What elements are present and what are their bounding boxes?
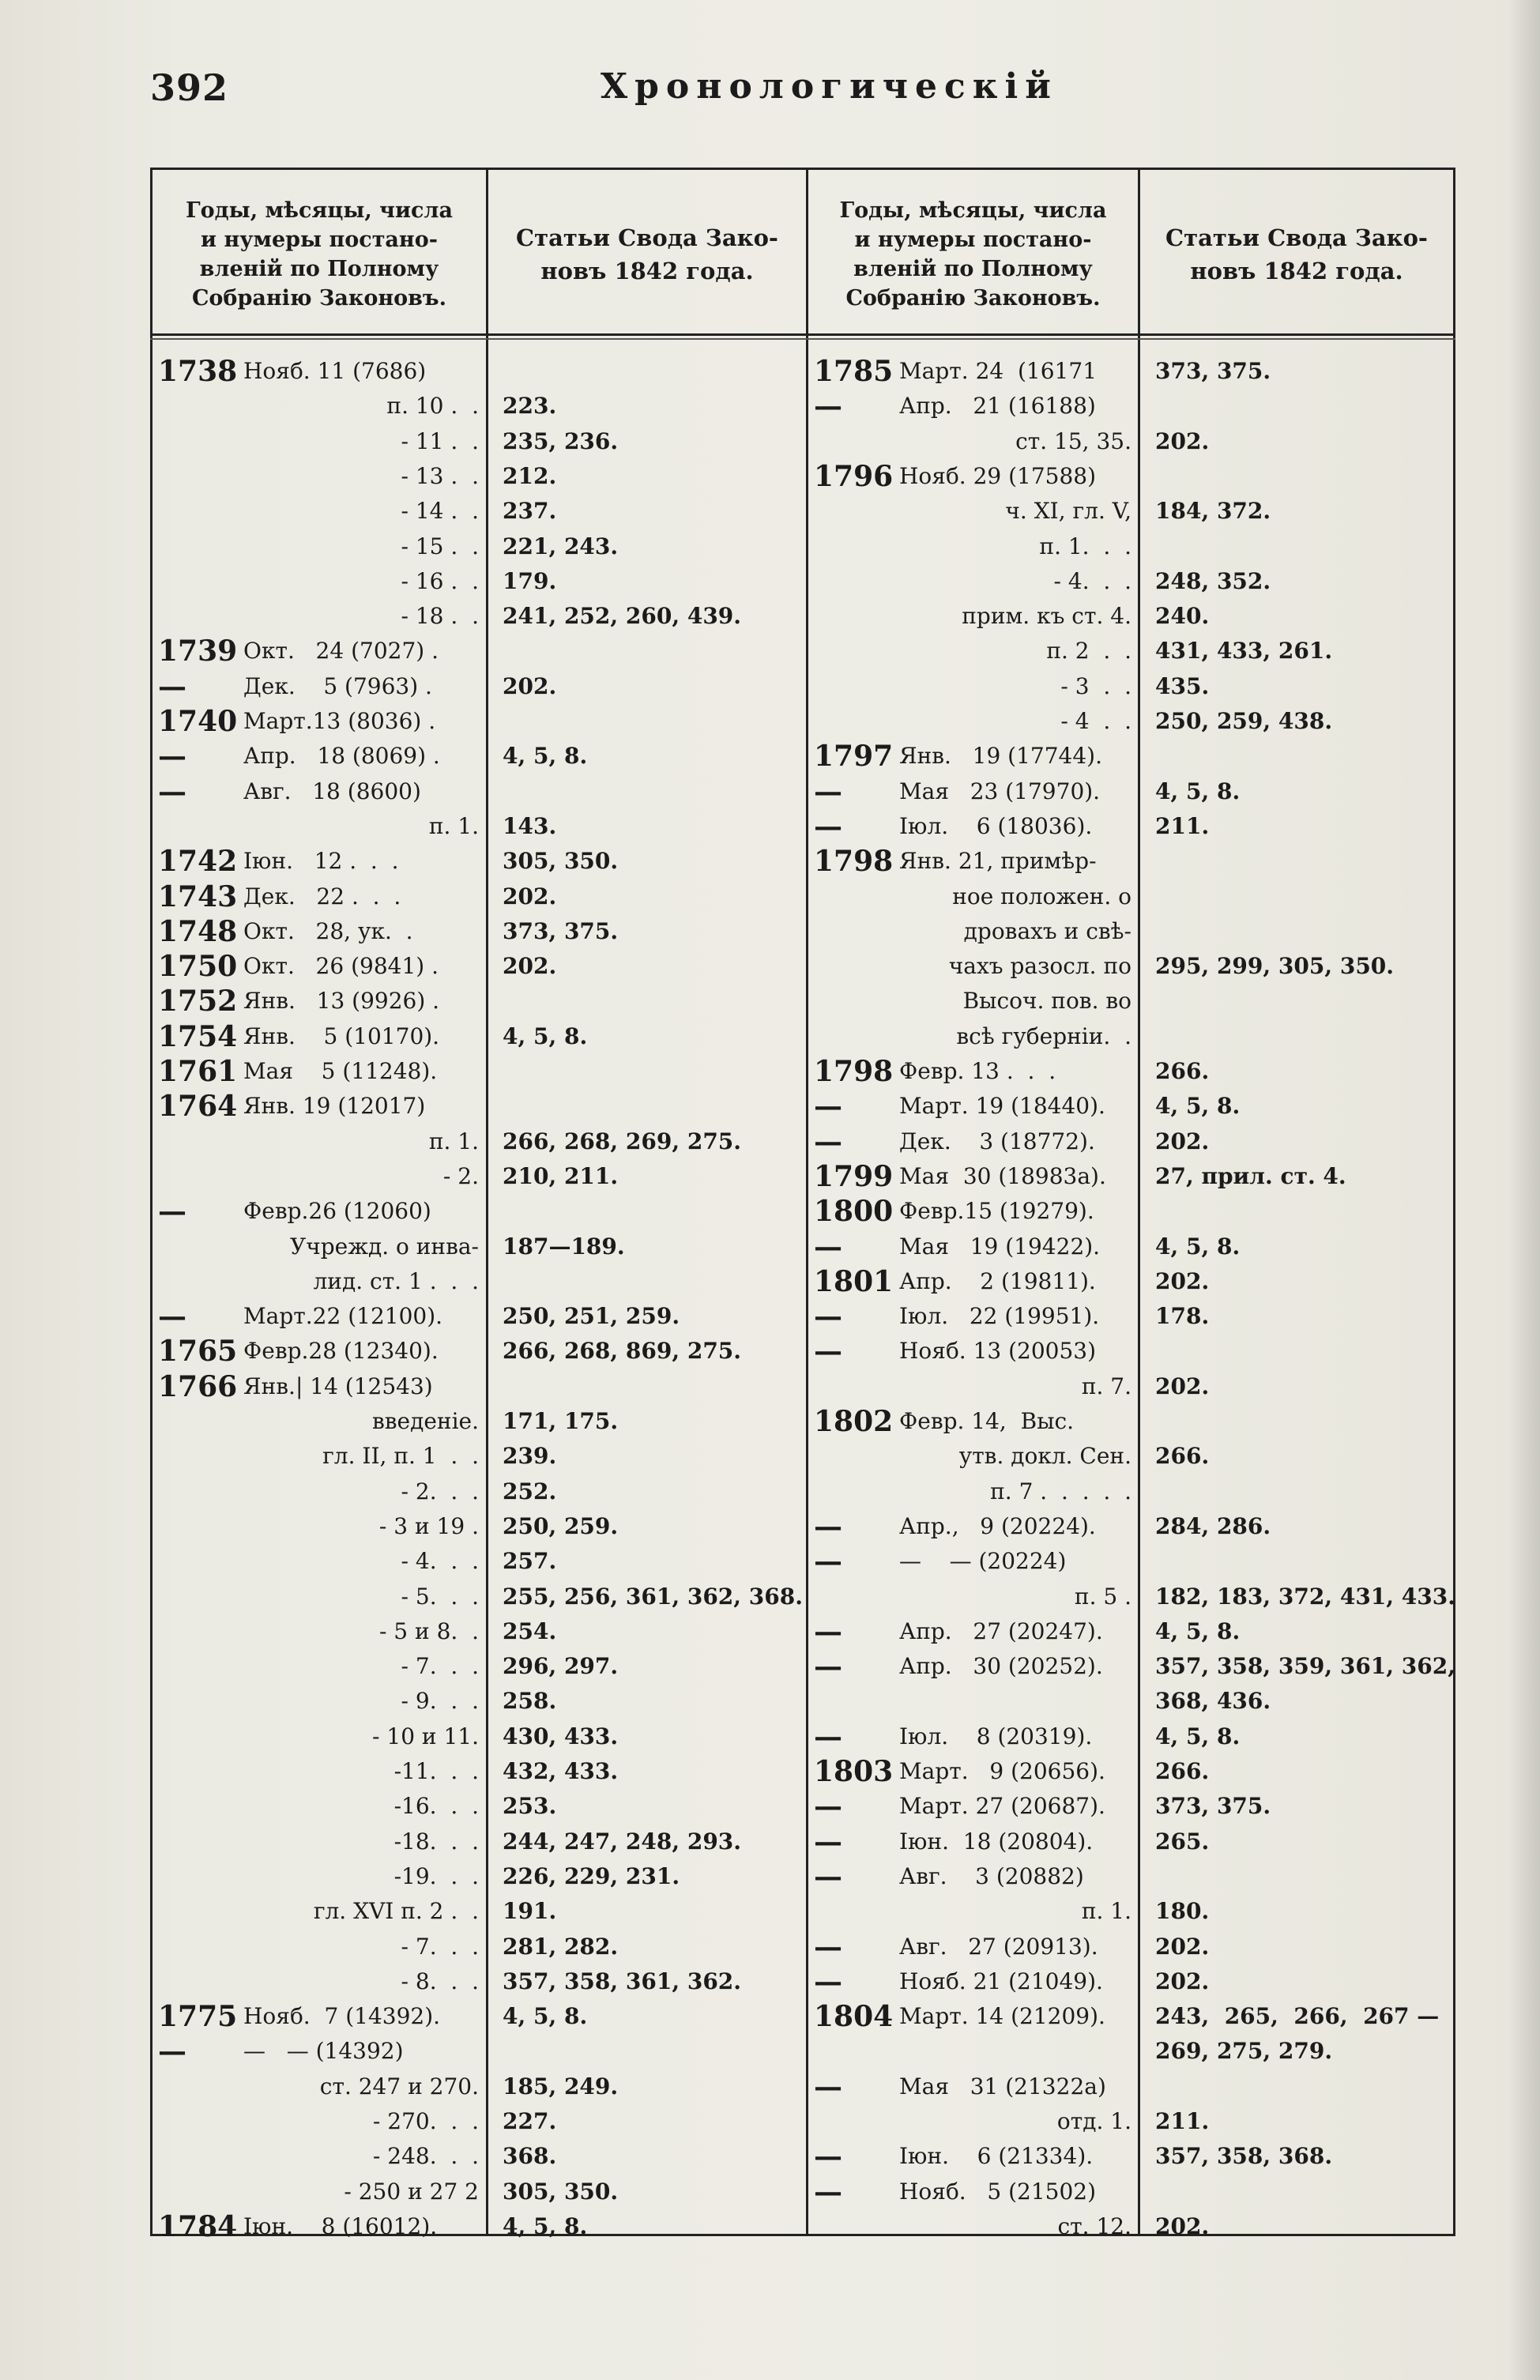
article-cell: 430, 433. bbox=[503, 1723, 619, 1749]
article-cell: 202. bbox=[1155, 1933, 1210, 1960]
article-cell: 178. bbox=[1155, 1303, 1210, 1330]
citation-cell: п. 2 . . bbox=[1046, 638, 1131, 665]
citation-cell: лид. ст. 1 . . . bbox=[313, 1267, 479, 1294]
citation-cell: прим. къ ст. 4. bbox=[962, 603, 1131, 630]
article-cell: 202. bbox=[1155, 1128, 1210, 1154]
citation-cell: Февр.26 (12060) bbox=[243, 1198, 431, 1225]
article-cell: 4, 5, 8. bbox=[503, 2212, 588, 2239]
citation-cell: Высоч. пов. во bbox=[962, 988, 1131, 1015]
citation-cell: - 2. . . bbox=[401, 1478, 479, 1504]
year-cell: — bbox=[814, 1964, 842, 1998]
citation-cell: -11. . . bbox=[393, 1758, 479, 1784]
citation-cell: ч. XI, гл. V, bbox=[1005, 498, 1131, 525]
article-cell: 202. bbox=[1155, 1373, 1210, 1399]
article-cell: 4, 5, 8. bbox=[1155, 1617, 1241, 1644]
citation-cell: Нояб. 7 (14392). bbox=[243, 2003, 441, 2030]
article-cell: 241, 252, 260, 439. bbox=[503, 603, 742, 630]
citation-cell: Авг. 27 (20913). bbox=[899, 1933, 1098, 1960]
article-cell: 243, 265, 266, 267 — bbox=[1155, 2003, 1440, 2030]
citation-cell: - 8. . . bbox=[401, 1968, 479, 1994]
citation-cell: Февр.28 (12340). bbox=[243, 1338, 439, 1365]
year-cell: — bbox=[158, 2035, 186, 2069]
year-cell: — bbox=[814, 1825, 842, 1858]
article-cell: 252. bbox=[503, 1478, 557, 1504]
citation-cell: Февр. 14, Выс. bbox=[899, 1408, 1075, 1434]
citation-cell: Апр. 2 (19811). bbox=[899, 1267, 1096, 1294]
year-cell: 1752 bbox=[158, 985, 238, 1019]
year-cell: — bbox=[814, 1545, 842, 1579]
year-cell: 1742 bbox=[158, 845, 238, 879]
year-cell: — bbox=[814, 1719, 842, 1753]
citation-cell: Мая 31 (21322а) bbox=[899, 2073, 1106, 2099]
citation-cell: - 14 . . bbox=[401, 498, 479, 525]
citation-cell: Февр. 13 . . . bbox=[899, 1058, 1056, 1084]
article-cell: 202. bbox=[1155, 1968, 1210, 1994]
year-cell: 1754 bbox=[158, 1019, 238, 1053]
citation-cell: - 18 . . bbox=[401, 603, 479, 630]
article-cell: 179. bbox=[503, 567, 557, 594]
page-edge-shadow bbox=[1508, 0, 1540, 2380]
year-cell: 1800 bbox=[814, 1195, 894, 1229]
article-cell: 432, 433. bbox=[503, 1758, 619, 1784]
citation-cell: п. 1. . . bbox=[1039, 533, 1131, 559]
article-cell: 182, 183, 372, 431, 433. bbox=[1155, 1583, 1455, 1610]
citation-cell: Янв. 5 (10170). bbox=[243, 1022, 440, 1049]
citation-cell: - 4. . . bbox=[1053, 567, 1131, 594]
citation-cell: Дек. 3 (18772). bbox=[899, 1128, 1095, 1154]
citation-cell: Апр. 21 (16188) bbox=[899, 393, 1096, 420]
article-cell: 4, 5, 8. bbox=[1155, 1233, 1241, 1260]
citation-cell: чахъ разосл. по bbox=[948, 953, 1131, 980]
citation-cell: — — (20224) bbox=[899, 1548, 1067, 1575]
year-cell: — bbox=[814, 809, 842, 843]
article-cell: 257. bbox=[503, 1548, 557, 1575]
article-cell: 227. bbox=[503, 2108, 557, 2134]
citation-cell: - 13 . . bbox=[401, 462, 479, 489]
citation-cell: Іюн. 6 (21334). bbox=[899, 2143, 1094, 2170]
article-cell: 202. bbox=[1155, 427, 1210, 454]
header-rule bbox=[150, 333, 1455, 336]
citation-cell: Учрежд. о инва- bbox=[289, 1233, 479, 1260]
citation-cell: Март. 14 (21209). bbox=[899, 2003, 1105, 2030]
article-cell: 4, 5, 8. bbox=[503, 2003, 588, 2030]
article-cell: 255, 256, 361, 362, 368. bbox=[503, 1583, 803, 1610]
page-number: 392 bbox=[150, 66, 229, 109]
running-head: Хронологическiй bbox=[601, 66, 1058, 107]
citation-cell: Іюн. 12 . . . bbox=[243, 848, 399, 875]
citation-cell: п. 7. bbox=[1081, 1373, 1131, 1399]
citation-cell: гл. II, п. 1 . . bbox=[322, 1443, 479, 1470]
citation-cell: - 3 и 19 . bbox=[378, 1512, 479, 1539]
column-header-dates-left: Годы, мѣсяцы, числа и нумеры постано- вленій по Полному Собранію Законовъ. bbox=[186, 198, 453, 311]
citation-cell: - 7. . . bbox=[401, 1653, 479, 1680]
article-cell: 357, 358, 361, 362. bbox=[503, 1968, 742, 1994]
citation-cell: п. 1. bbox=[1081, 1898, 1131, 1925]
citation-cell: введеніе. bbox=[372, 1408, 479, 1434]
article-cell: 368. bbox=[503, 2143, 557, 2170]
column-header-articles-right: Статьи Свода Зако- новъ 1842 года. bbox=[1165, 224, 1428, 284]
article-cell: 296, 297. bbox=[503, 1653, 619, 1680]
article-cell: 239. bbox=[503, 1443, 557, 1470]
year-cell: 1802 bbox=[814, 1405, 894, 1438]
year-cell: 1743 bbox=[158, 879, 238, 913]
year-cell: 1761 bbox=[158, 1055, 238, 1088]
article-cell: 212. bbox=[503, 462, 557, 489]
citation-cell: -16. . . bbox=[393, 1793, 479, 1820]
year-cell: 1740 bbox=[158, 705, 238, 738]
citation-cell: ст. 247 и 270. bbox=[319, 2073, 479, 2099]
citation-cell: Мая 5 (11248). bbox=[243, 1058, 438, 1084]
article-cell: 295, 299, 305, 350. bbox=[1155, 953, 1395, 980]
header-rule bbox=[150, 338, 1455, 340]
article-cell: 373, 375. bbox=[1155, 358, 1271, 384]
citation-cell: Мая 23 (17970). bbox=[899, 778, 1101, 804]
citation-cell: Апр. 30 (20252). bbox=[899, 1653, 1103, 1680]
article-cell: 210, 211. bbox=[503, 1162, 619, 1189]
year-cell: 1798 bbox=[814, 845, 894, 879]
article-cell: 211. bbox=[1155, 812, 1210, 839]
citation-cell: Март.22 (12100). bbox=[243, 1303, 443, 1330]
year-cell: 1748 bbox=[158, 914, 238, 948]
citation-cell: - 16 . . bbox=[401, 567, 479, 594]
article-cell: 244, 247, 248, 293. bbox=[503, 1828, 742, 1855]
citation-cell: Март.13 (8036) . bbox=[243, 708, 436, 734]
year-cell: 1804 bbox=[814, 2000, 894, 2034]
citation-cell: отд. 1. bbox=[1056, 2108, 1131, 2134]
citation-cell: Окт. 24 (7027) . bbox=[243, 638, 439, 665]
year-cell: — bbox=[158, 740, 186, 774]
year-cell: 1750 bbox=[158, 950, 238, 984]
citation-cell: п. 5 . bbox=[1074, 1583, 1131, 1610]
year-cell: 1785 bbox=[814, 355, 894, 388]
article-cell: 250, 259. bbox=[503, 1512, 619, 1539]
citation-cell: - 7. . . bbox=[401, 1933, 479, 1960]
citation-cell: -19. . . bbox=[393, 1862, 479, 1889]
article-cell: 235, 236. bbox=[503, 427, 619, 454]
citation-cell: Янв. 21, примѣр- bbox=[899, 848, 1097, 875]
citation-cell: Янв. 19 (12017) bbox=[243, 1093, 426, 1120]
article-cell: 4, 5, 8. bbox=[503, 1022, 588, 1049]
citation-cell: - 250 и 27 2 bbox=[344, 2178, 479, 2205]
year-cell: — bbox=[814, 2140, 842, 2174]
citation-cell: Нояб. 5 (21502) bbox=[899, 2178, 1097, 2205]
citation-cell: - 15 . . bbox=[401, 533, 479, 559]
citation-cell: - 2. bbox=[442, 1162, 479, 1189]
citation-cell: п. 7 . . . . . bbox=[990, 1478, 1131, 1504]
column-header-articles-left: Статьи Свода Зако- новъ 1842 года. bbox=[516, 224, 778, 284]
citation-cell: - 248. . . bbox=[372, 2143, 479, 2170]
citation-cell: Нояб. 11 (7686) bbox=[243, 358, 427, 384]
year-cell: — bbox=[814, 390, 842, 424]
article-cell: 266. bbox=[1155, 1443, 1210, 1470]
column-rule bbox=[1138, 168, 1140, 2236]
year-cell: — bbox=[814, 1650, 842, 1684]
article-cell: 305, 350. bbox=[503, 2178, 619, 2205]
article-cell: 4, 5, 8. bbox=[1155, 778, 1241, 804]
year-cell: 1739 bbox=[158, 635, 238, 668]
article-cell: 191. bbox=[503, 1898, 557, 1925]
citation-cell: - 4 . . bbox=[1060, 708, 1131, 734]
citation-cell: Март. 27 (20687). bbox=[899, 1793, 1105, 1820]
year-cell: 1798 bbox=[814, 1055, 894, 1088]
year-cell: 1766 bbox=[158, 1369, 238, 1403]
year-cell: 1801 bbox=[814, 1264, 894, 1298]
article-cell: 368, 436. bbox=[1155, 1688, 1271, 1715]
citation-cell: ное положен. о bbox=[952, 883, 1131, 909]
column-rule bbox=[486, 168, 488, 2236]
article-cell: 171, 175. bbox=[503, 1408, 619, 1434]
year-cell: — bbox=[814, 1509, 842, 1543]
citation-cell: Янв. 19 (17744). bbox=[899, 743, 1102, 770]
citation-cell: - 4. . . bbox=[401, 1548, 479, 1575]
article-cell: 4, 5, 8. bbox=[1155, 1723, 1241, 1749]
citation-cell: - 9. . . bbox=[401, 1688, 479, 1715]
citation-cell: п. 1. bbox=[428, 1128, 479, 1154]
citation-cell: Март. 9 (20656). bbox=[899, 1758, 1105, 1784]
citation-cell: - 5 и 8. . bbox=[378, 1617, 479, 1644]
year-cell: 1738 bbox=[158, 355, 238, 388]
article-cell: 357, 358, 359, 361, 362, bbox=[1155, 1653, 1455, 1680]
article-cell: 435. bbox=[1155, 672, 1210, 699]
citation-cell: Дек. 5 (7963) . bbox=[243, 672, 432, 699]
article-cell: 4, 5, 8. bbox=[1155, 1093, 1241, 1120]
article-cell: 373, 375. bbox=[1155, 1793, 1271, 1820]
year-cell: — bbox=[814, 2069, 842, 2103]
article-cell: 4, 5, 8. bbox=[503, 743, 588, 770]
column-rule bbox=[1453, 168, 1455, 2236]
article-cell: 143. bbox=[503, 812, 557, 839]
article-cell: 226, 229, 231. bbox=[503, 1862, 680, 1889]
year-cell: — bbox=[814, 1859, 842, 1893]
citation-cell: Авг. 3 (20882) bbox=[899, 1862, 1084, 1889]
article-cell: 248, 352. bbox=[1155, 567, 1271, 594]
citation-cell: дровахъ и свѣ- bbox=[963, 917, 1131, 944]
article-cell: 258. bbox=[503, 1688, 557, 1715]
citation-cell: Нояб. 29 (17588) bbox=[899, 462, 1097, 489]
citation-cell: - 3 . . bbox=[1060, 672, 1131, 699]
article-cell: 185, 249. bbox=[503, 2073, 619, 2099]
year-cell: — bbox=[814, 774, 842, 808]
article-cell: 202. bbox=[1155, 2212, 1210, 2239]
citation-cell: Окт. 26 (9841) . bbox=[243, 953, 439, 980]
citation-cell: Март. 24 (16171 bbox=[899, 358, 1098, 384]
article-cell: 266, 268, 869, 275. bbox=[503, 1338, 742, 1365]
article-cell: 202. bbox=[503, 883, 557, 909]
citation-cell: Март. 19 (18440). bbox=[899, 1093, 1105, 1120]
article-cell: 223. bbox=[503, 393, 557, 420]
citation-cell: - 11 . . bbox=[401, 427, 479, 454]
year-cell: 1803 bbox=[814, 1755, 894, 1788]
citation-cell: Янв. 13 (9926) . bbox=[243, 988, 440, 1015]
article-cell: 284, 286. bbox=[1155, 1512, 1271, 1539]
year-cell: — bbox=[158, 774, 186, 808]
article-cell: 180. bbox=[1155, 1898, 1210, 1925]
article-cell: 265. bbox=[1155, 1828, 1210, 1855]
article-cell: 250, 259, 438. bbox=[1155, 708, 1333, 734]
citation-cell: - 10 и 11. bbox=[372, 1723, 479, 1749]
citation-cell: Іюн. 8 (16012). bbox=[243, 2212, 438, 2239]
year-cell: — bbox=[814, 1124, 842, 1158]
citation-cell: п. 1. bbox=[428, 812, 479, 839]
article-cell: 184, 372. bbox=[1155, 498, 1271, 525]
article-cell: 254. bbox=[503, 1617, 557, 1644]
citation-cell: Іюл. 6 (18036). bbox=[899, 812, 1093, 839]
citation-cell: Нояб. 13 (20053) bbox=[899, 1338, 1097, 1365]
year-cell: — bbox=[814, 1614, 842, 1648]
year-cell: 1775 bbox=[158, 2000, 238, 2034]
citation-cell: утв. докл. Сен. bbox=[958, 1443, 1131, 1470]
article-cell: 305, 350. bbox=[503, 848, 619, 875]
article-cell: 202. bbox=[1155, 1267, 1210, 1294]
article-cell: 357, 358, 368. bbox=[1155, 2143, 1333, 2170]
article-cell: 266. bbox=[1155, 1058, 1210, 1084]
citation-cell: - 270. . . bbox=[372, 2108, 479, 2134]
year-cell: — bbox=[814, 1930, 842, 1964]
year-cell: 1765 bbox=[158, 1335, 238, 1369]
year-cell: — bbox=[158, 1300, 186, 1334]
article-cell: 266. bbox=[1155, 1758, 1210, 1784]
article-cell: 431, 433, 261. bbox=[1155, 638, 1333, 665]
year-cell: — bbox=[814, 2175, 842, 2209]
column-rule bbox=[150, 168, 152, 2236]
year-cell: — bbox=[814, 1335, 842, 1369]
citation-cell: Іюл. 22 (19951). bbox=[899, 1303, 1100, 1330]
citation-cell: Нояб. 21 (21049). bbox=[899, 1968, 1103, 1994]
citation-cell: Іюл. 8 (20319). bbox=[899, 1723, 1093, 1749]
article-cell: 221, 243. bbox=[503, 533, 619, 559]
year-cell: 1799 bbox=[814, 1159, 894, 1193]
year-cell: — bbox=[814, 1230, 842, 1263]
citation-cell: Дек. 22 . . . bbox=[243, 883, 401, 909]
year-cell: 1796 bbox=[814, 459, 894, 493]
citation-cell: Іюн. 18 (20804). bbox=[899, 1828, 1094, 1855]
citation-cell: Мая 19 (19422). bbox=[899, 1233, 1101, 1260]
year-cell: — bbox=[814, 1090, 842, 1124]
year-cell: — bbox=[814, 1300, 842, 1334]
article-cell: 202. bbox=[503, 672, 557, 699]
article-cell: 281, 282. bbox=[503, 1933, 619, 1960]
citation-cell: Апр., 9 (20224). bbox=[899, 1512, 1096, 1539]
column-header-dates-right: Годы, мѣсяцы, числа и нумеры постано- вленій по Полному Собранію Законовъ. bbox=[839, 198, 1107, 311]
article-cell: 211. bbox=[1155, 2108, 1210, 2134]
citation-cell: -18. . . bbox=[393, 1828, 479, 1855]
article-cell: 240. bbox=[1155, 603, 1210, 630]
citation-cell: Апр. 18 (8069) . bbox=[243, 743, 440, 770]
column-rule bbox=[806, 168, 808, 2236]
citation-cell: Мая 30 (18983а). bbox=[899, 1162, 1106, 1189]
citation-cell: Авг. 18 (8600) bbox=[243, 778, 421, 804]
year-cell: 1784 bbox=[158, 2209, 238, 2243]
article-cell: 253. bbox=[503, 1793, 557, 1820]
year-cell: — bbox=[158, 669, 186, 703]
citation-cell: п. 10 . . bbox=[386, 393, 479, 420]
year-cell: — bbox=[814, 1790, 842, 1824]
article-cell: 269, 275, 279. bbox=[1155, 2038, 1333, 2065]
article-cell: 373, 375. bbox=[503, 917, 619, 944]
citation-cell: ст. 15, 35. bbox=[1015, 427, 1131, 454]
year-cell: 1797 bbox=[814, 740, 894, 774]
article-cell: 237. bbox=[503, 498, 557, 525]
citation-cell: Февр.15 (19279). bbox=[899, 1198, 1094, 1225]
citation-cell: Апр. 27 (20247). bbox=[899, 1617, 1103, 1644]
year-cell: 1764 bbox=[158, 1090, 238, 1124]
citation-cell: гл. XVI п. 2 . . bbox=[313, 1898, 479, 1925]
article-cell: 266, 268, 269, 275. bbox=[503, 1128, 742, 1154]
citation-cell: всѣ губерніи. . bbox=[956, 1022, 1131, 1049]
citation-cell: Окт. 28, ук. . bbox=[243, 917, 413, 944]
article-cell: 27, прил. ст. 4. bbox=[1155, 1162, 1346, 1189]
article-cell: 202. bbox=[503, 953, 557, 980]
article-cell: 250, 251, 259. bbox=[503, 1303, 680, 1330]
citation-cell: Янв.| 14 (12543) bbox=[243, 1373, 433, 1399]
article-cell: 187—189. bbox=[503, 1233, 625, 1260]
citation-cell: - 5. . . bbox=[401, 1583, 479, 1610]
citation-cell: ст. 12. bbox=[1057, 2212, 1131, 2239]
year-cell: — bbox=[158, 1195, 186, 1229]
citation-cell: — — (14392) bbox=[243, 2038, 404, 2065]
